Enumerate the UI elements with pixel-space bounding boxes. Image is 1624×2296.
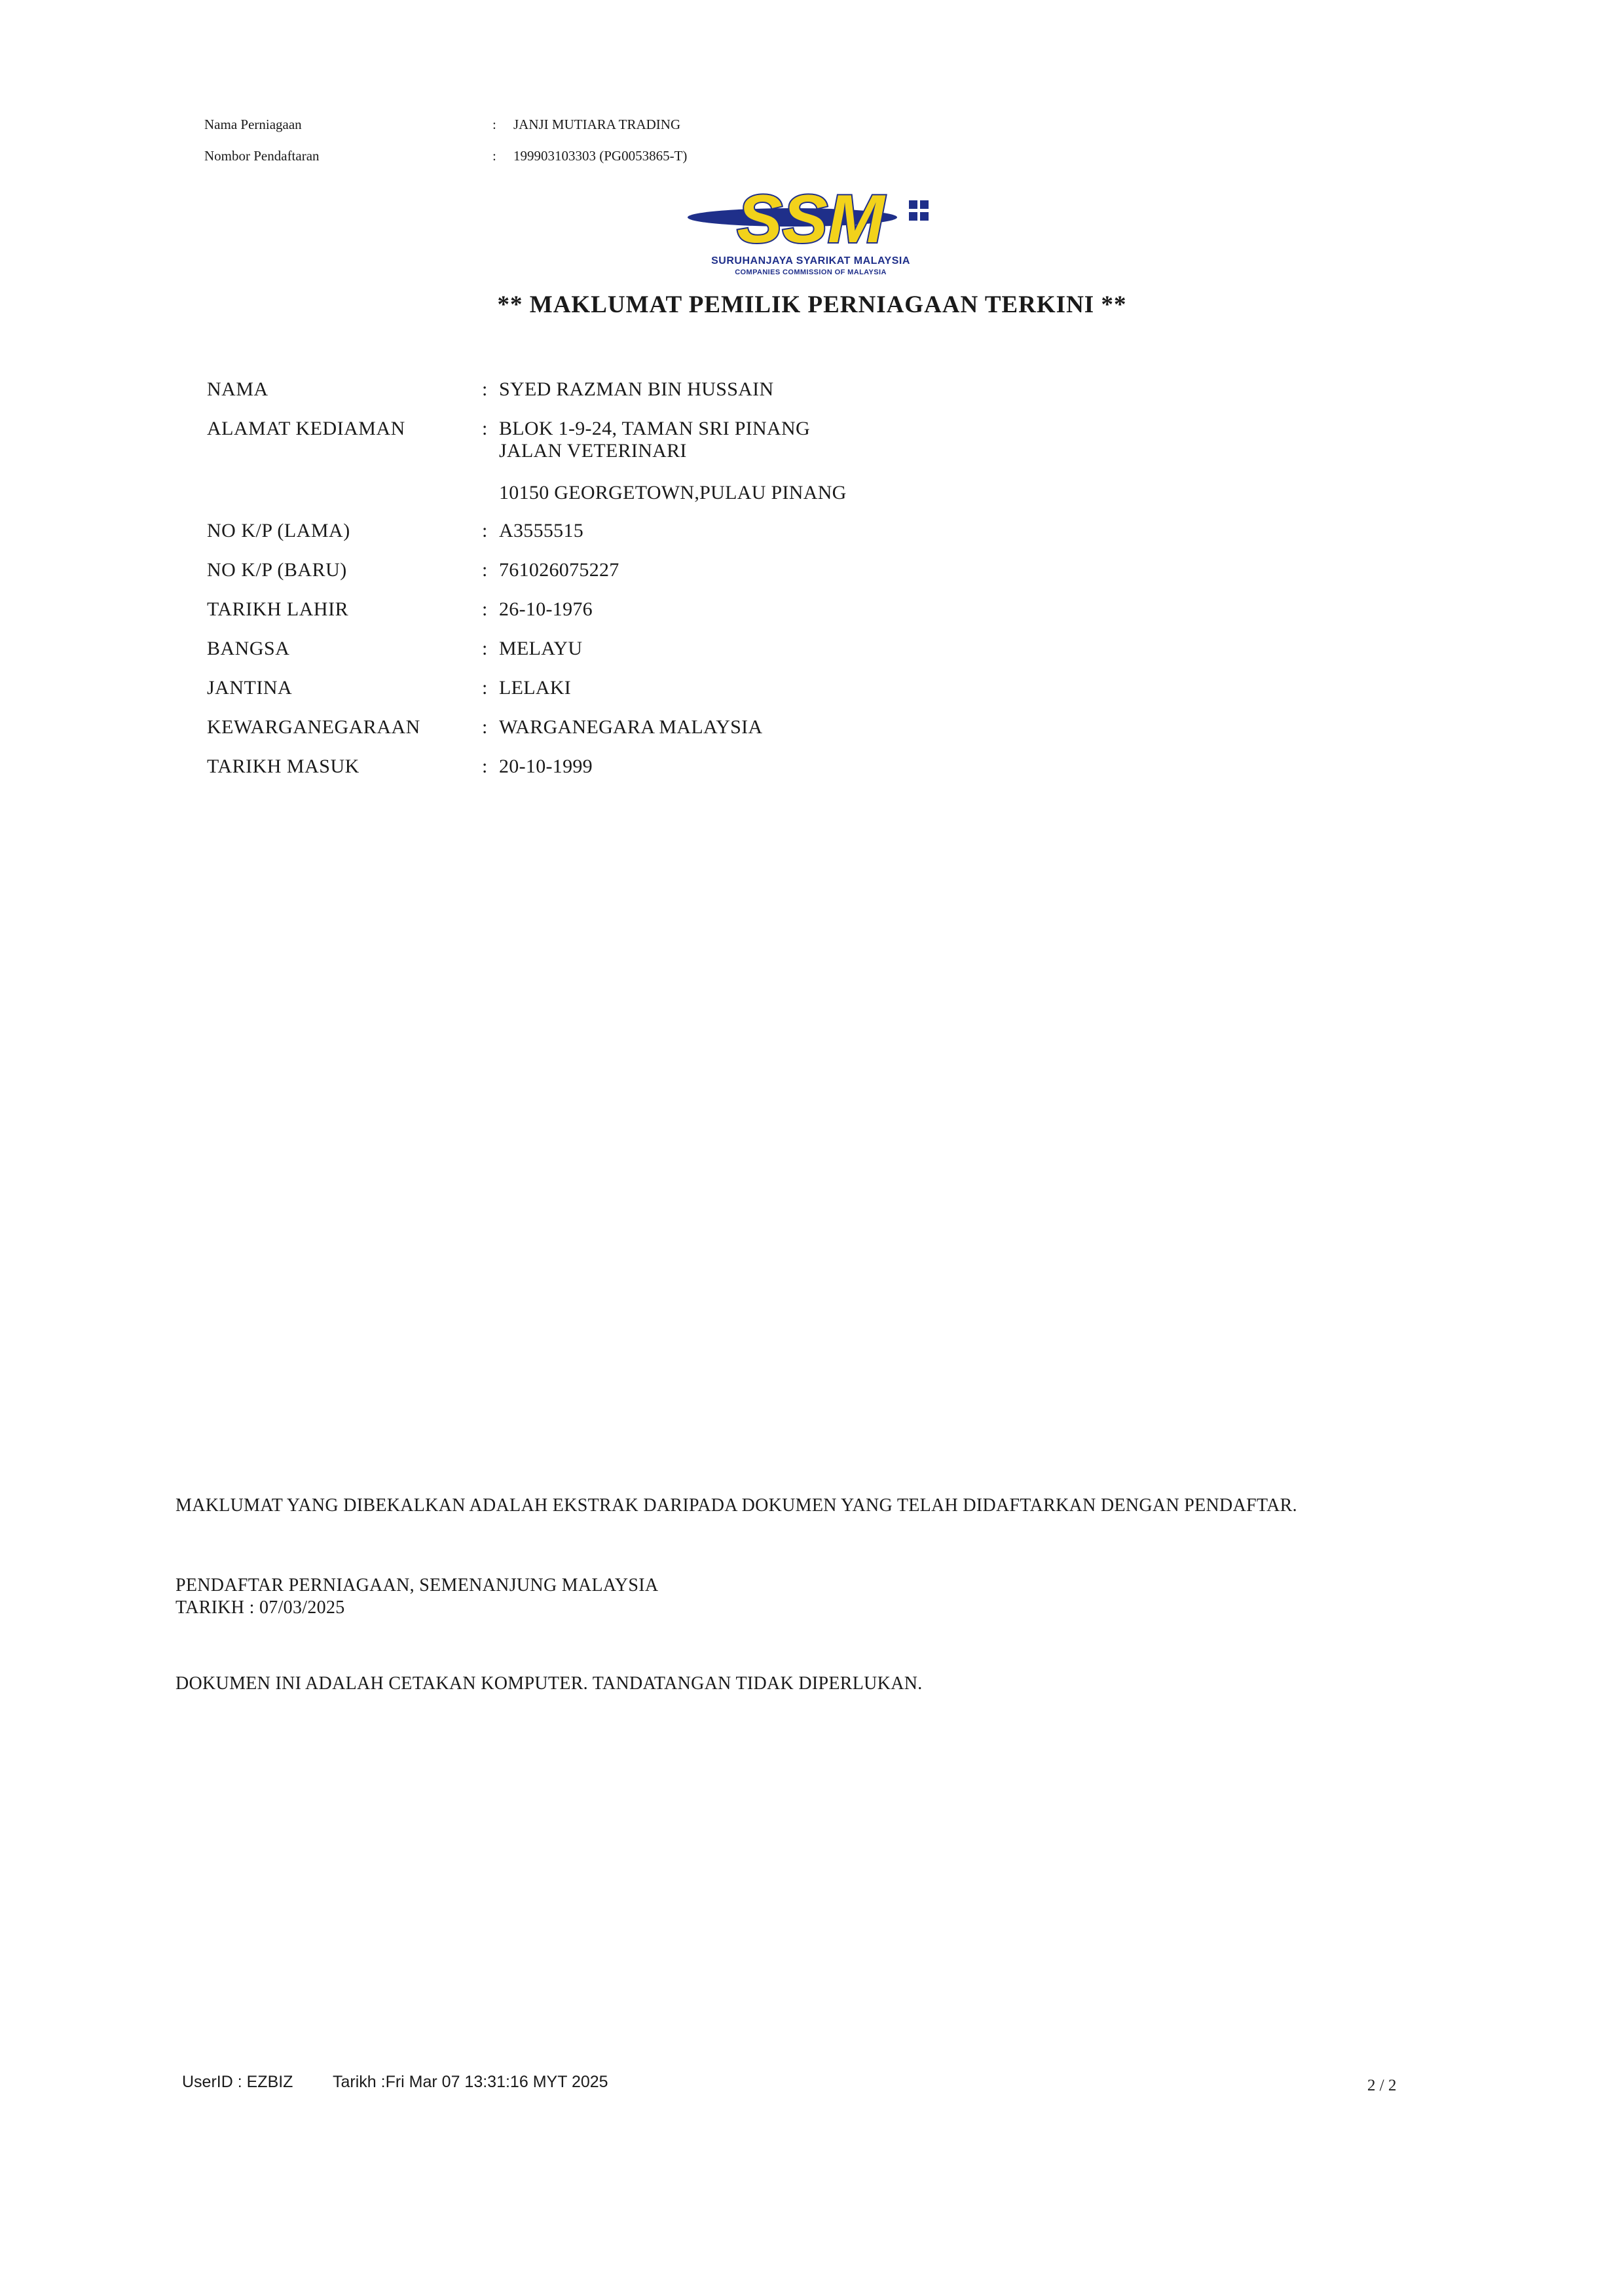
- footer-timestamp: Tarikh :Fri Mar 07 13:31:16 MYT 2025: [333, 2073, 608, 2091]
- field-value: SYED RAZMAN BIN HUSSAIN: [499, 378, 774, 400]
- field-value: WARGANEGARA MALAYSIA: [499, 716, 763, 738]
- field-label: JANTINA: [207, 677, 293, 699]
- colon: :: [482, 378, 488, 400]
- field-value: 26-10-1976: [499, 598, 593, 620]
- colon: :: [482, 756, 488, 777]
- page-number: 2 / 2: [1367, 2077, 1397, 2094]
- reg-no-value: 199903103303 (PG0053865-T): [513, 148, 688, 164]
- field-value: LELAKI: [499, 677, 572, 699]
- field-value: A3555515: [499, 520, 584, 541]
- ssm-logo: [688, 182, 934, 280]
- logo-line2: COMPANIES COMMISSION OF MALAYSIA: [735, 268, 887, 276]
- reg-no-label: Nombor Pendaftaran: [204, 148, 320, 164]
- business-name-value: JANJI MUTIARA TRADING: [513, 117, 681, 132]
- colon: :: [482, 520, 488, 541]
- colon: :: [482, 638, 488, 659]
- page-title: ** MAKLUMAT PEMILIK PERNIAGAAN TERKINI **: [497, 291, 1127, 318]
- registrar-date: TARIKH : 07/03/2025: [175, 1597, 345, 1618]
- address-line-3: 10150 GEORGETOWN,PULAU PINANG: [499, 482, 847, 503]
- colon: :: [482, 677, 488, 699]
- colon: :: [482, 716, 488, 738]
- ssm-logo-mark: [688, 182, 934, 254]
- colon: :: [482, 418, 488, 439]
- computer-print-note: DOKUMEN INI ADALAH CETAKAN KOMPUTER. TANDATANGAN TIDAK DIPERLUKAN.: [175, 1673, 923, 1694]
- ssm-logo-text: SSM: [737, 182, 885, 254]
- extract-note: MAKLUMAT YANG DIBEKALKAN ADALAH EKSTRAK DARIPADA DOKUMEN YANG TELAH DIDAFTARKAN DENGAN PENDAFTAR.: [175, 1495, 1297, 1516]
- field-label: ALAMAT KEDIAMAN: [207, 418, 405, 439]
- business-name-label: Nama Perniagaan: [204, 117, 302, 132]
- logo-line1: SURUHANJAYA SYARIKAT MALAYSIA: [711, 255, 910, 266]
- field-label: BANGSA: [207, 638, 290, 659]
- field-value: MELAYU: [499, 638, 583, 659]
- field-label: NAMA: [207, 378, 268, 400]
- field-label: TARIKH LAHIR: [207, 598, 349, 620]
- field-label: NO K/P (BARU): [207, 559, 347, 581]
- address-line-2: JALAN VETERINARI: [499, 440, 687, 462]
- colon: :: [482, 598, 488, 620]
- footer-user: UserID : EZBIZ: [182, 2073, 293, 2091]
- colon: :: [492, 117, 496, 132]
- field-label: NO K/P (LAMA): [207, 520, 350, 541]
- colon: :: [482, 559, 488, 581]
- address-line-1: BLOK 1-9-24, TAMAN SRI PINANG: [499, 418, 810, 439]
- colon: :: [492, 148, 496, 164]
- field-label: TARIKH MASUK: [207, 756, 360, 777]
- registrar-name: PENDAFTAR PERNIAGAAN, SEMENANJUNG MALAYSIA: [175, 1575, 659, 1595]
- field-label: KEWARGANEGARAAN: [207, 716, 420, 738]
- field-value: 761026075227: [499, 559, 619, 581]
- field-value: 20-10-1999: [499, 756, 593, 777]
